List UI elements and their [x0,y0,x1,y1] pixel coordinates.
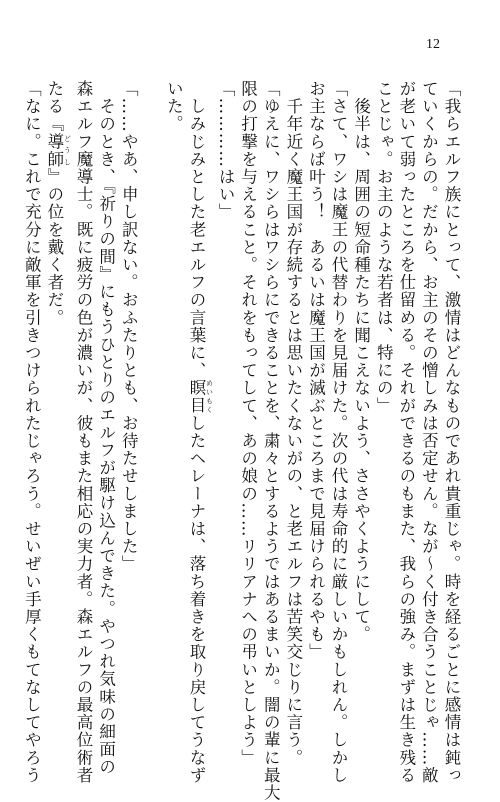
text-line-with-ruby [42,80,71,660]
text-line: ていくからの。だから、お主のその憎しみは否定せん。なが～く付き合うことじゃ……敵 [419,80,439,784]
text-line: 森エルフ魔導士。既に疲労の色が濃いが、彼もまた相応の実力者。森エルフの最高位術者 [74,80,93,784]
text-line: 「なに。これで充分に敵軍を引きつけられたじゃろう。せいぜい手厚くもてなしてやろう [22,80,42,784]
text-line: お主ならば叶う！ あるいは魔王国が滅ぶところまで見届けられるやも」 [306,80,326,661]
text-line: ことじゃ。お主のような若者は、特にの」 [374,80,394,415]
text-line: 「……やあ、申し訳ない。おふたりとも、お待たせしました」 [119,80,139,573]
text-line: 「ゆえに、ワシらはワシらにできることを、粛々とするようではあるまいか。闇の輩に最大 [261,80,281,802]
text-line: 「さて、ワシは魔王の代替わりを見届けた。次の代は寿命的に厳しいかもしれん。しかし [329,80,349,784]
ruby-meimoku: 瞑目 めいもく [186,379,214,415]
text-segment: たる『 [44,80,64,133]
text-line: 「我らエルフ族にとって、激情はどんなものであれ貴重じゃ。時を経るごとに感情は鈍っ [442,80,461,784]
text-line: 限の打撃を与えること。それをもってして、あの娘の……リリアナへの弔いとしよう」 [238,80,258,767]
text-segment: したヘレーナは、落ち着きを取り戻してうなず [186,414,206,785]
page-number: 12 [426,37,440,52]
text-line: そのとき、『祈りの間』にもうひとりのエルフが駆け込んできた。やつれ気味の細面の [96,80,116,776]
text-segment: しみじみとした老エルフの言葉に、 [186,80,206,380]
blank-line [139,80,162,660]
text-line: 「…………はい」 [216,80,236,221]
text-line: 千年近く魔王国が存続するとは思いたくないがの、と老エルフは苦笑交じりに言う。 [283,80,303,767]
text-line: が老いて弱ったところを仕留める。それができるのもまた、我らの強み。まずは生き残る [396,80,416,784]
ruby-doshi: 導師 どうし [44,132,72,169]
text-line-with-ruby [184,80,214,785]
text-line: いた。 [164,80,184,133]
vertical-text-body [22,80,462,802]
text-segment: 』の位を戴く者だ。 [44,168,64,327]
text-line: 後半は、周囲の短命種たちに聞こえないよう、ささやくようにして。 [351,80,371,644]
